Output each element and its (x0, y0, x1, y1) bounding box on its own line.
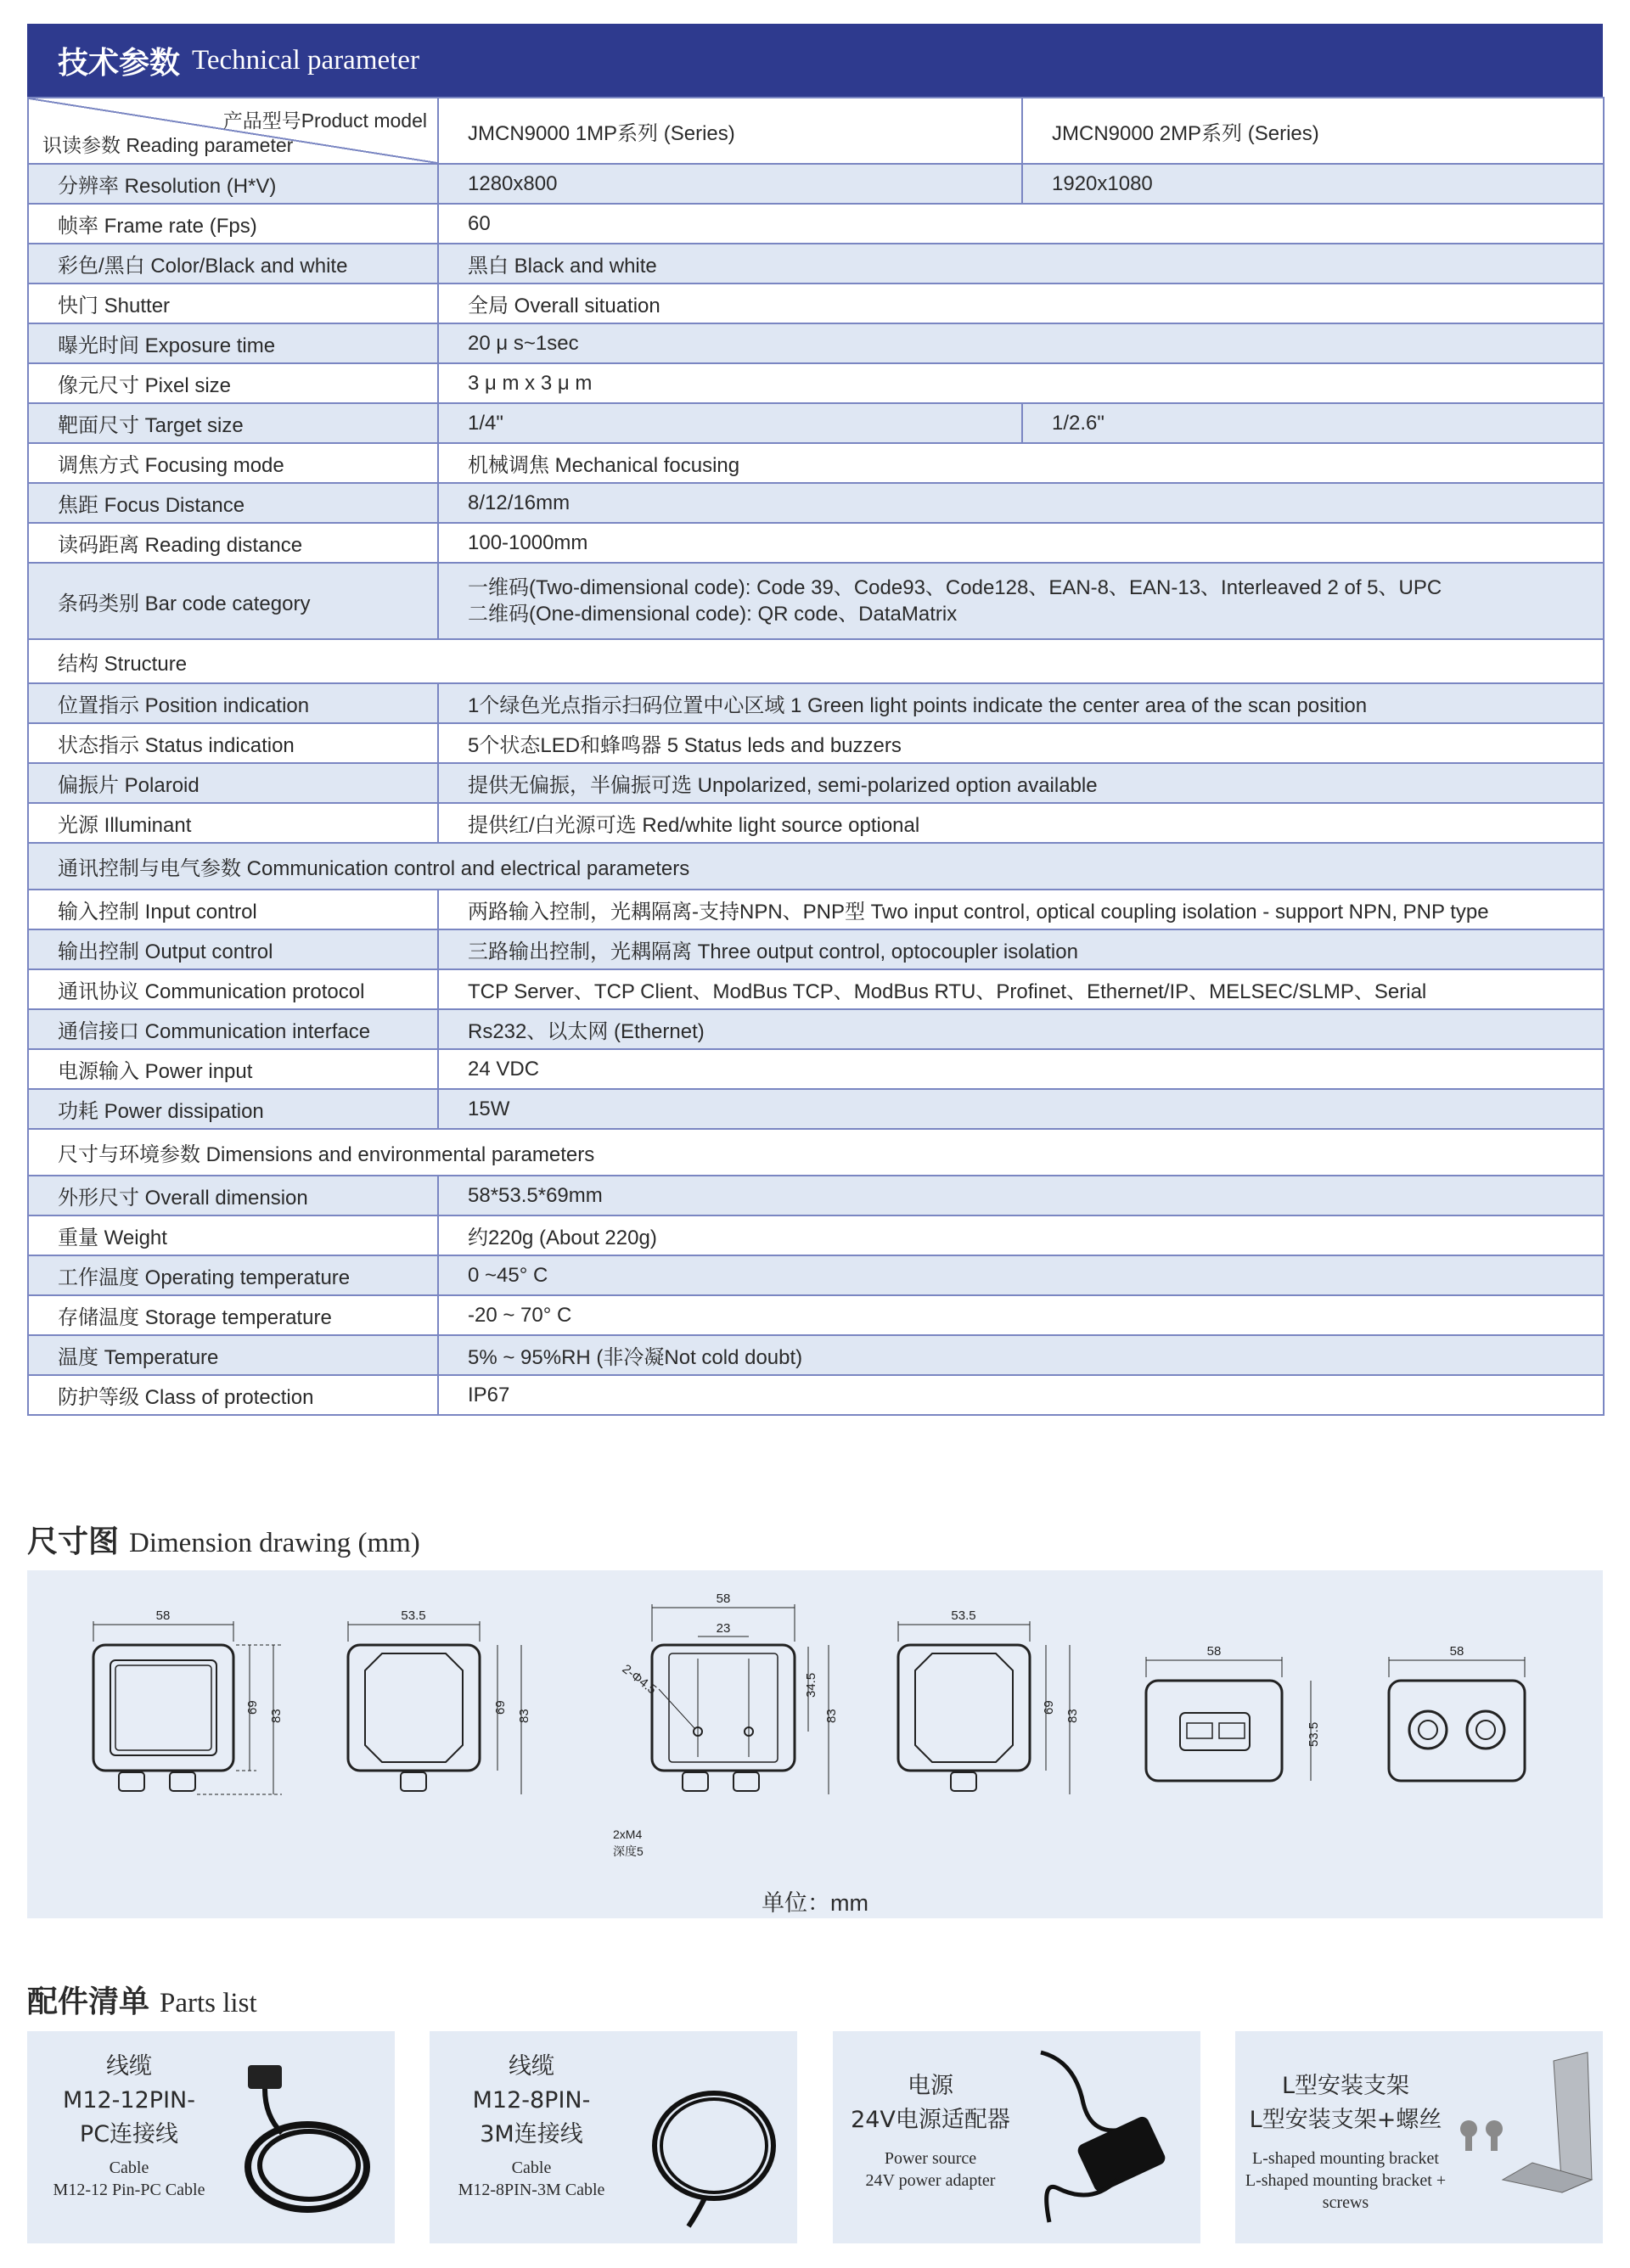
part-en-1: Power source (884, 2149, 977, 2168)
row-label: 电源输入 Power input (28, 1049, 438, 1089)
row-value: 三路输出控制，光耦隔离 Three output control, optocoupler isolation (438, 929, 1604, 969)
table-row (28, 323, 1604, 363)
table-corner-cell (28, 98, 438, 164)
part-cn-3: PC连接线 (79, 2121, 179, 2147)
corner-product-model: 产品型号Product model (222, 109, 427, 132)
row-value: 8/12/16mm (438, 483, 1604, 523)
dim-label: 83 (269, 1709, 284, 1723)
section-dim-title: 尺寸与环境参数 Dimensions and environmental parameters (28, 1129, 1604, 1176)
section-row-comm (28, 843, 1604, 890)
dim-label: 53.5 (401, 1608, 426, 1623)
row-label: 防护等级 Class of protection (28, 1375, 438, 1415)
table-row (28, 1255, 1604, 1295)
table-row (28, 683, 1604, 723)
row-value: 5个状态LED和蜂鸣器 5 Status leds and buzzers (438, 723, 1604, 763)
dim-label: 69 (493, 1700, 508, 1715)
table-row (28, 483, 1604, 523)
table-row (28, 284, 1604, 323)
row-label: 功耗 Power dissipation (28, 1089, 438, 1129)
model-1mp: JMCN9000 1MP系列 (Series) (438, 98, 1022, 164)
table-row (28, 1049, 1604, 1089)
row-value: 58*53.5*69mm (438, 1176, 1604, 1215)
part-cn-1: L型安装支架 (1281, 2073, 1410, 2099)
row-value: 0 ~45° C (438, 1255, 1604, 1295)
model-2mp: JMCN9000 2MP系列 (Series) (1022, 98, 1604, 164)
part-cn-2: 24V电源适配器 (851, 2107, 1010, 2133)
row-label: 光源 Illuminant (28, 803, 438, 843)
row-label: 焦距 Focus Distance (28, 483, 438, 523)
row-label: 偏振片 Polaroid (28, 763, 438, 803)
row-value: 100-1000mm (438, 523, 1604, 563)
header-title-en: Technical parameter (192, 44, 419, 76)
unit-label: 单位：mm (762, 1890, 868, 1916)
row-value-barcode (438, 563, 1604, 639)
part-en-1: Cable (511, 2159, 552, 2177)
row-label: 状态指示 Status indication (28, 723, 438, 763)
row-label: 输入控制 Input control (28, 890, 438, 929)
part-cn-2: L型安装支架+螺丝 (1249, 2107, 1442, 2133)
dim-label: 83 (1065, 1709, 1080, 1723)
part-cn-3: 3M连接线 (480, 2121, 583, 2147)
table-row (28, 969, 1604, 1009)
header-title-cn: 技术参数 (58, 45, 181, 81)
view-back-2 (898, 1608, 1080, 1794)
part-cn-1: 电源 (908, 2073, 953, 2099)
dim-label: 34.5 (804, 1672, 818, 1698)
dim-label: 69 (1042, 1700, 1056, 1715)
row-label: 彩色/黑白 Color/Black and white (28, 244, 438, 284)
part-en-1: Cable (109, 2159, 149, 2177)
part-text (44, 2050, 214, 2201)
row-label: 外形尺寸 Overall dimension (28, 1176, 438, 1215)
cable-coil-icon (638, 2052, 790, 2231)
table-row (28, 890, 1604, 929)
row-label: 读码距离 Reading distance (28, 523, 438, 563)
parts-title-en: Parts list (160, 1988, 257, 2018)
row-label: 分辨率 Resolution (H*V) (28, 164, 438, 204)
parts-section-title (27, 1978, 257, 2021)
part-en-3: screws (1322, 2193, 1369, 2212)
section-comm-title: 通讯控制与电气参数 Communication control and electrical parameters (28, 843, 1604, 890)
dim-label: 83 (824, 1709, 839, 1723)
table-row (28, 1375, 1604, 1415)
row-value: 20 μ s~1sec (438, 323, 1604, 363)
table-row-barcode (28, 563, 1604, 639)
table-row (28, 929, 1604, 969)
dim-label: 83 (517, 1709, 531, 1723)
section-row-dim (28, 1129, 1604, 1176)
view-front-window (93, 1608, 284, 1794)
table-row (28, 1176, 1604, 1215)
view-side-holes (613, 1592, 839, 1858)
dim-label: 58 (1206, 1644, 1222, 1659)
row-value: 15W (438, 1089, 1604, 1129)
row-label: 通信接口 Communication interface (28, 1009, 438, 1049)
row-value: 24 VDC (438, 1049, 1604, 1089)
row-label: 曝光时间 Exposure time (28, 323, 438, 363)
row-label: 工作温度 Operating temperature (28, 1255, 438, 1295)
row-label: 位置指示 Position indication (28, 683, 438, 723)
dim-label: 53.5 (951, 1608, 976, 1623)
row-value: 1个绿色光点指示扫码位置中心区域 1 Green light points indicate the center area of the scan position (438, 683, 1604, 723)
dimension-drawing-panel (27, 1570, 1603, 1918)
parts-title-cn: 配件清单 (27, 1984, 150, 2019)
row-value: 1/4" (438, 403, 1022, 443)
spec-table (27, 97, 1605, 1416)
table-row (28, 1215, 1604, 1255)
part-card-pc-cable (27, 2031, 395, 2243)
table-row (28, 763, 1604, 803)
row-label: 温度 Temperature (28, 1335, 438, 1375)
table-row (28, 204, 1604, 244)
section-structure-title: 结构 Structure (28, 639, 1604, 683)
row-value: IP67 (438, 1375, 1604, 1415)
table-row (28, 403, 1604, 443)
part-text (1239, 2069, 1452, 2214)
part-card-3m-cable (430, 2031, 797, 2243)
dim-label: 58 (155, 1608, 171, 1623)
table-row (28, 244, 1604, 284)
table-row (28, 803, 1604, 843)
spec-header-bar (27, 24, 1603, 97)
row-value: TCP Server、TCP Client、ModBus TCP、ModBus RTU、Profinet、Ethernet/IP、MELSEC/SLMP、Serial (438, 969, 1604, 1009)
part-cn-1: 线缆 (509, 2053, 554, 2080)
row-value: 黑白 Black and white (438, 244, 1604, 284)
part-en-1: L-shaped mounting bracket (1252, 2149, 1439, 2168)
power-adapter-icon (1024, 2035, 1194, 2239)
table-row (28, 443, 1604, 483)
row-value: 提供无偏振，半偏振可选 Unpolarized, semi-polarized option available (438, 763, 1604, 803)
part-en-2: M12-12 Pin-PC Cable (53, 2181, 205, 2199)
part-cn-2: M12-8PIN- (472, 2087, 591, 2114)
row-label: 靶面尺寸 Target size (28, 403, 438, 443)
barcode-1d-line: 一维码(Two-dimensional code): Code 39、Code93、Code128、EAN-8、EAN-13、Interleaved 2 of 5、UPC (468, 576, 1442, 599)
row-value: 3 μ m x 3 μ m (438, 363, 1604, 403)
dim-label: 深度5 (613, 1844, 644, 1858)
row-label: 快门 Shutter (28, 284, 438, 323)
part-text (447, 2050, 616, 2201)
row-label: 通讯协议 Communication protocol (28, 969, 438, 1009)
part-card-power-adapter (833, 2031, 1200, 2243)
section-row-structure (28, 639, 1604, 683)
dim-label: 23 (716, 1621, 731, 1636)
row-label: 输出控制 Output control (28, 929, 438, 969)
row-value: 60 (438, 204, 1604, 244)
table-row (28, 1295, 1604, 1335)
dimension-drawing (27, 1570, 1603, 1918)
part-cn-2: M12-12PIN- (63, 2087, 195, 2114)
dim-label: 58 (1449, 1644, 1464, 1659)
bracket-icon (1452, 2035, 1596, 2239)
dim-label: 53.5 (1307, 1721, 1321, 1747)
table-header-row (28, 98, 1604, 164)
row-value: 两路输入控制，光耦隔离-支持NPN、PNP型 Two input control, optical coupling isolation - support NPN, PNP type (438, 890, 1604, 929)
dimension-title-en: Dimension drawing (mm) (129, 1528, 420, 1558)
row-value: 机械调焦 Mechanical focusing (438, 443, 1604, 483)
table-row (28, 363, 1604, 403)
row-value: Rs232、以太网 (Ethernet) (438, 1009, 1604, 1049)
dimension-section-title (27, 1518, 420, 1561)
dimension-title-cn: 尺寸图 (27, 1524, 120, 1559)
dim-label: 58 (716, 1592, 731, 1606)
table-row (28, 164, 1604, 204)
table-row (28, 523, 1604, 563)
row-label: 条码类别 Bar code category (28, 563, 438, 639)
corner-reading-parameter: 识读参数 Reading parameter (42, 134, 294, 156)
view-back (348, 1608, 531, 1794)
part-text (841, 2069, 1020, 2192)
row-value: 1920x1080 (1022, 164, 1604, 204)
row-value: -20 ~ 70° C (438, 1295, 1604, 1335)
view-top (1146, 1644, 1321, 1781)
table-row (28, 723, 1604, 763)
row-label: 重量 Weight (28, 1215, 438, 1255)
dim-label: 2xM4 (613, 1827, 643, 1841)
row-label: 像元尺寸 Pixel size (28, 363, 438, 403)
table-row (28, 1009, 1604, 1049)
part-en-2: M12-8PIN-3M Cable (458, 2181, 605, 2199)
row-value: 提供红/白光源可选 Red/white light source optional (438, 803, 1604, 843)
row-value: 1280x800 (438, 164, 1022, 204)
dim-label: 69 (245, 1700, 260, 1715)
row-value: 5% ~ 95%RH (非冷凝Not cold doubt) (438, 1335, 1604, 1375)
row-label: 存储温度 Storage temperature (28, 1295, 438, 1335)
cable-coil-icon (231, 2057, 384, 2226)
table-row (28, 1089, 1604, 1129)
view-bottom-connectors (1389, 1644, 1525, 1781)
part-cn-1: 线缆 (106, 2053, 152, 2080)
row-value: 全局 Overall situation (438, 284, 1604, 323)
part-card-bracket (1235, 2031, 1603, 2243)
row-label: 调焦方式 Focusing mode (28, 443, 438, 483)
part-en-2: 24V power adapter (865, 2171, 996, 2190)
row-value: 约220g (About 220g) (438, 1215, 1604, 1255)
row-label: 帧率 Frame rate (Fps) (28, 204, 438, 244)
table-row (28, 1335, 1604, 1375)
dim-label: 2-Φ4.5 (619, 1661, 660, 1698)
part-en-2: L-shaped mounting bracket + (1245, 2171, 1447, 2190)
barcode-2d-line: 二维码(One-dimensional code): QR code、DataMatrix (468, 603, 958, 626)
row-value: 1/2.6" (1022, 403, 1604, 443)
